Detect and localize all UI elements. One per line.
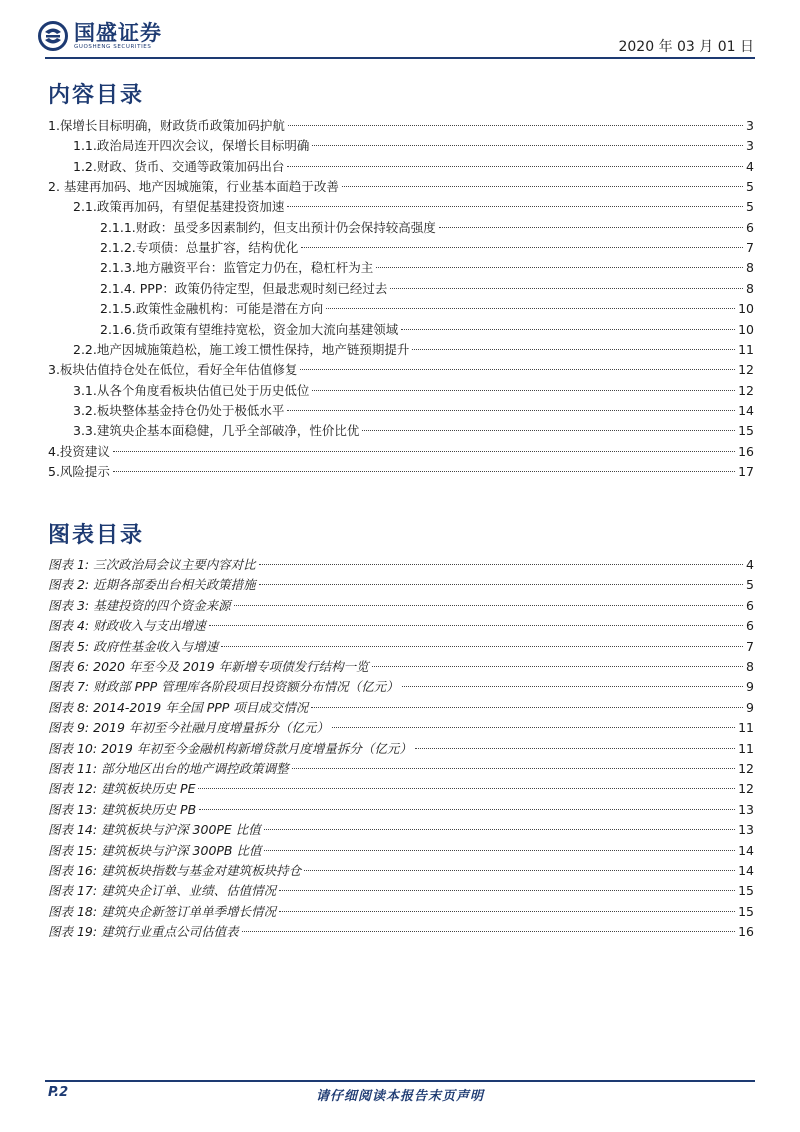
figure-entry[interactable] [48,575,754,595]
entry-label: 1.1.政治局连开四次会议，保增长目标明确 [73,138,310,154]
dot-leader [312,390,735,391]
entry-label: 5.风险提示 [48,463,110,479]
toc-entry[interactable] [73,136,754,156]
entry-label: 3.2.板块整体基金持仓仍处于极低水平 [73,402,285,418]
entry-label: 1.2.财政、货币、交通等政策加码出台 [73,158,285,174]
entry-page-number: 5 [746,199,754,215]
entry-label: 图表 4: 财政收入与支出增速 [48,618,206,634]
entry-page-number: 8 [746,280,754,296]
dot-leader [199,809,735,810]
dot-leader [292,768,736,769]
toc-entry[interactable] [73,381,754,401]
entry-label: 2.1.4. PPP：政策仍待定型，但最悲观时刻已经过去 [100,280,388,296]
dot-leader [412,349,735,350]
company-logo [38,21,162,51]
entry-label: 图表 11: 部分地区出台的地产调控政策调整 [48,761,289,776]
dot-leader [376,267,743,268]
dot-leader [301,247,743,248]
toc-entry[interactable] [48,177,754,197]
figure-entry[interactable] [48,677,754,697]
toc-entry[interactable] [73,157,754,177]
dot-leader [242,931,736,932]
figure-entry[interactable] [48,657,754,677]
entry-label: 图表 8: 2014-2019 年全国 PPP 项目成交情况 [48,699,309,715]
dot-leader [304,870,735,871]
entry-label: 图表 13: 建筑板块历史 PB [48,801,197,817]
entry-page-number: 3 [746,138,754,154]
figure-entry[interactable] [48,698,754,718]
entry-label: 2.1.5.政策性金融机构：可能是潜在方向 [100,301,324,317]
dot-leader [287,206,743,207]
figure-entry[interactable] [48,759,754,779]
entry-page-number: 17 [738,463,754,479]
dot-leader [342,186,743,187]
toc-entry[interactable] [73,401,754,421]
footer-divider [45,1080,755,1082]
toc-entry[interactable] [48,360,754,380]
entry-page-number: 15 [738,423,754,439]
entry-page-number: 12 [738,362,754,378]
entry-label: 图表 15: 建筑板块与沪深 300PB 比值 [48,842,262,858]
figure-list-title: 图表目录 [48,523,145,548]
figure-entry[interactable] [48,922,754,942]
dot-leader [264,850,735,851]
entry-page-number: 12 [738,761,754,776]
toc-entry[interactable] [100,320,754,340]
entry-page-number: 6 [746,219,754,235]
entry-page-number: 13 [738,822,754,838]
entry-label: 2. 基建再加码、地产因城施策，行业基本面趋于改善 [48,179,339,195]
entry-page-number: 11 [738,740,754,756]
dot-leader [372,666,743,667]
dot-leader [326,308,735,309]
entry-page-number: 15 [738,903,754,919]
entry-page-number: 4 [746,557,754,572]
entry-page-number: 12 [738,382,754,398]
entry-label: 2.1.6.货币政策有望维持宽松，资金加大流向基建领域 [100,321,399,337]
entry-label: 3.1.从各个角度看板块估值已处于历史低位 [73,382,310,398]
entry-page-number: 14 [738,842,754,858]
entry-page-number: 14 [738,402,754,418]
toc-entry[interactable] [73,340,754,360]
dot-leader [332,727,735,728]
entry-page-number: 11 [738,720,754,736]
entry-page-number: 16 [738,924,754,940]
figure-entry[interactable] [48,739,754,759]
entry-page-number: 13 [738,801,754,817]
toc-entry[interactable] [73,197,754,217]
entry-label: 图表 5: 政府性基金收入与增速 [48,638,219,654]
dot-leader [311,707,743,708]
entry-page-number: 11 [738,341,754,357]
entry-label: 1.保增长目标明确，财政货币政策加码护航 [48,118,285,133]
dot-leader [401,329,735,330]
entry-label: 2.2.地产因城施策趋松，施工竣工惯性保持，地产链预期提升 [73,341,410,357]
entry-page-number: 8 [746,659,754,674]
entry-page-number: 7 [746,240,754,256]
dot-leader [259,564,743,565]
entry-label: 图表 2: 近期各部委出台相关政策措施 [48,577,256,593]
entry-label: 图表 10: 2019 年初至今金融机构新增贷款月度增量拆分（亿元） [48,740,412,756]
entry-label: 4.投资建议 [48,443,110,459]
entry-label: 图表 14: 建筑板块与沪深 300PE 比值 [48,822,261,838]
entry-label: 图表 17: 建筑央企订单、业绩、估值情况 [48,883,277,899]
toc-entry[interactable] [48,462,754,482]
toc-entry[interactable] [100,238,754,258]
figure-entry[interactable] [48,596,754,616]
dot-leader [279,911,735,912]
toc-entry[interactable] [100,279,754,299]
figure-entry[interactable] [48,616,754,636]
toc-entry[interactable] [100,258,754,278]
figure-entry[interactable] [48,881,754,901]
entry-page-number: 6 [746,597,754,613]
dot-leader [402,686,743,687]
dot-leader [113,471,735,472]
dot-leader [362,430,735,431]
report-date: 2020 年 03 月 01 日 [618,39,754,55]
entry-page-number: 7 [746,638,754,654]
entry-label: 3.3.建筑央企基本面稳健，几乎全部破净，性价比优 [73,423,360,439]
dot-leader [312,145,743,146]
dot-leader [288,125,743,126]
dot-leader [209,625,743,626]
page-header [0,0,800,60]
entry-label: 图表 19: 建筑行业重点公司估值表 [48,924,239,940]
entry-label: 图表 12: 建筑板块历史 PE [48,781,196,797]
entry-page-number: 16 [738,443,754,459]
figure-entry[interactable] [48,800,754,820]
dot-leader [279,890,735,891]
entry-label: 图表 9: 2019 年初至今社融月度增量拆分（亿元） [48,720,329,736]
header-divider [45,57,755,59]
logo-english-name: GUOSHENG SECURITIES [74,43,152,50]
dot-leader [259,584,743,585]
entry-label: 图表 1: 三次政治局会议主要内容对比 [48,557,256,572]
entry-page-number: 14 [738,863,754,878]
entry-page-number: 5 [746,577,754,593]
entry-page-number: 15 [738,883,754,899]
disclaimer-note: 请仔细阅读本报告末页声明 [315,1089,484,1104]
dot-leader [264,829,735,830]
entry-label: 3.板块估值持仓处在低位，看好全年估值修复 [48,362,298,378]
entry-page-number: 3 [746,118,754,133]
dot-leader [415,748,735,749]
entry-page-number: 9 [746,699,754,715]
figure-entry[interactable] [48,820,754,840]
entry-label: 图表 16: 建筑板块指数与基金对建筑板块持仓 [48,863,302,878]
figure-entry[interactable] [48,841,754,861]
figure-entry[interactable] [48,779,754,799]
figure-entry[interactable] [48,555,754,575]
entry-label: 图表 7: 财政部 PPP 管理库各阶段项目投资额分布情况（亿元） [48,679,399,695]
dot-leader [221,646,743,647]
dot-leader [287,166,743,167]
entry-label: 2.1.2.专项债：总量扩容，结构优化 [100,240,299,256]
entry-label: 2.1.1.财政：虽受多因素制约，但支出预计仍会保持较高强度 [100,219,436,235]
entry-label: 2.1.政策再加码，有望促基建投资加速 [73,199,285,215]
toc-title: 内容目录 [48,83,145,108]
entry-page-number: 4 [746,158,754,174]
entry-page-number: 10 [738,301,754,317]
toc-entry[interactable] [48,442,754,462]
figure-entry[interactable] [48,718,754,738]
dot-leader [198,788,735,789]
dot-leader [439,227,743,228]
toc-entry[interactable] [73,421,754,441]
dot-leader [287,410,735,411]
toc-entry[interactable] [100,299,754,319]
entry-label: 图表 6: 2020 年至今及 2019 年新增专项债发行结构一览 [48,659,369,674]
guosheng-logo-icon [38,21,68,51]
toc-entry[interactable] [100,218,754,238]
entry-page-number: 12 [738,781,754,797]
dot-leader [300,369,735,370]
figure-entry[interactable] [48,861,754,881]
entry-label: 2.1.3.地方融资平台：监管定力仍在，稳杠杆为主 [100,260,374,276]
entry-page-number: 10 [738,321,754,337]
dot-leader [234,605,743,606]
entry-label: 图表 18: 建筑央企新签订单单季增长情况 [48,903,277,919]
entry-label: 图表 3: 基建投资的四个资金来源 [48,597,231,613]
page-number: P.2 [48,1085,69,1100]
entry-page-number: 9 [746,679,754,695]
dot-leader [113,451,735,452]
toc-entry[interactable] [48,116,754,136]
entry-page-number: 5 [746,179,754,195]
logo-chinese-name: 国盛证券 [74,20,162,45]
figure-entry[interactable] [48,637,754,657]
dot-leader [390,288,743,289]
entry-page-number: 6 [746,618,754,634]
figure-entry[interactable] [48,902,754,922]
entry-page-number: 8 [746,260,754,276]
